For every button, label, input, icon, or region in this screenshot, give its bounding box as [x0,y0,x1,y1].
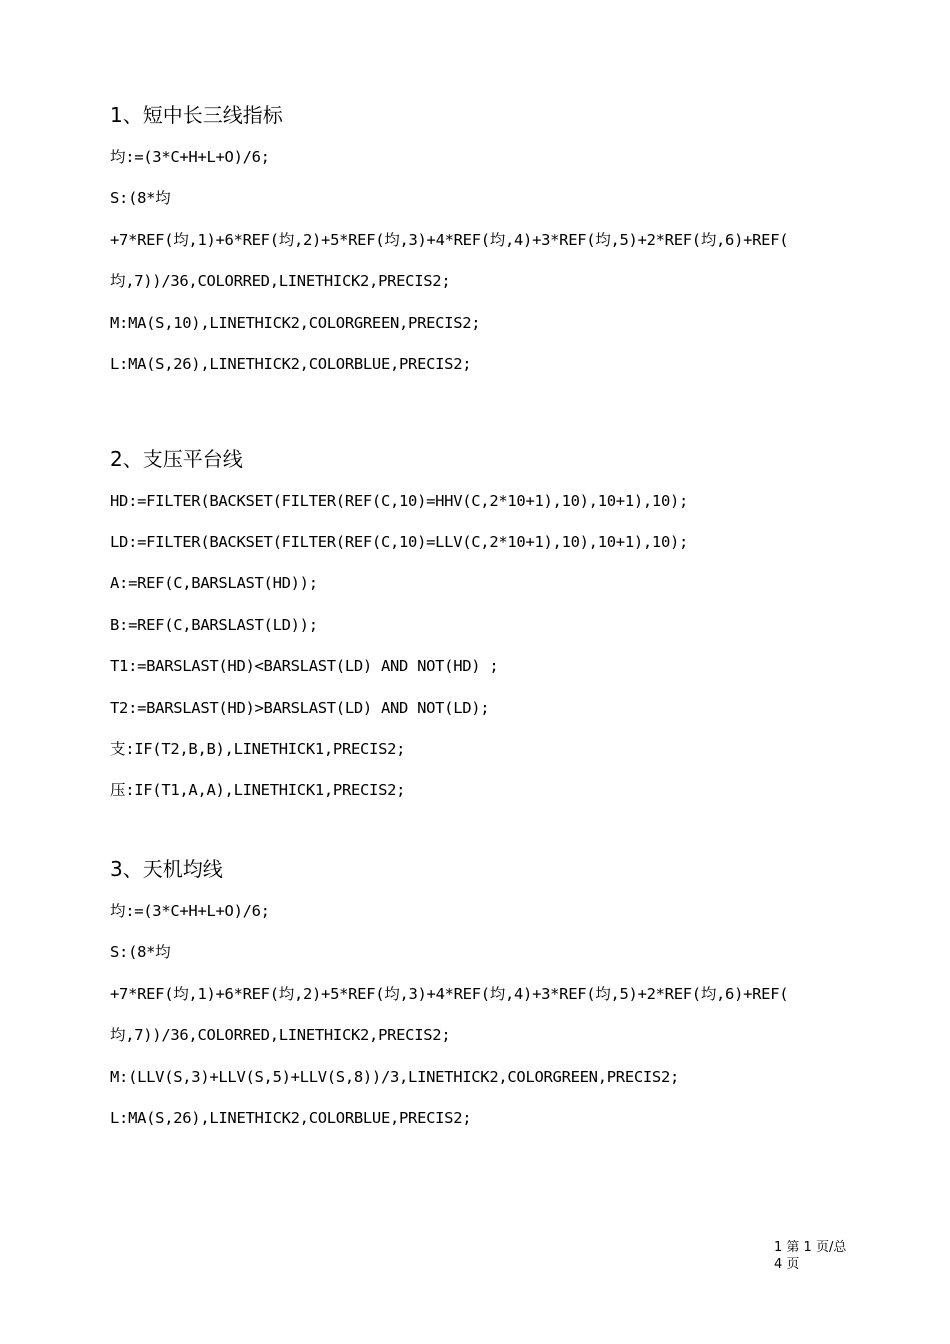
section-2-line-7: 支:IF(T2,B,B),LINETHICK1,PRECIS2; [110,740,406,758]
section-3-line-2: S:(8*均 [110,943,171,961]
section-3-title: 3、天机均线 [110,857,223,881]
section-1-title: 1、短中长三线指标 [110,103,283,127]
section-3-line-3: +7*REF(均,1)+6*REF(均,2)+5*REF(均,3)+4*REF(均,4)+3*REF(均,5)+2*REF(均,6)+REF( [110,985,789,1003]
section-3-line-5: M:(LLV(S,3)+LLV(S,5)+LLV(S,8))/3,LINETHICK2,COLORGREEN,PRECIS2; [110,1068,680,1086]
section-2-line-4: B:=REF(C,BARSLAST(LD)); [110,616,318,634]
section-1-line-6: L:MA(S,26),LINETHICK2,COLORBLUE,PRECIS2; [110,355,472,373]
section-1-line-2: S:(8*均 [110,189,171,207]
section-2-line-8: 压:IF(T1,A,A),LINETHICK1,PRECIS2; [110,781,406,799]
section-3-line-1: 均:=(3*C+H+L+O)/6; [110,902,270,920]
section-2-line-2: LD:=FILTER(BACKSET(FILTER(REF(C,10)=LLV(C,2*10+1),10),10+1),10); [110,533,689,551]
section-2-line-1: HD:=FILTER(BACKSET(FILTER(REF(C,10)=HHV(C,2*10+1),10),10+1),10); [110,492,689,510]
page-number-line-1: 1 第 1 页/总 [774,1240,847,1255]
section-3-line-4: 均,7))/36,COLORRED,LINETHICK2,PRECIS2; [110,1026,451,1044]
section-1-line-4: 均,7))/36,COLORRED,LINETHICK2,PRECIS2; [110,272,451,290]
section-3-line-6: L:MA(S,26),LINETHICK2,COLORBLUE,PRECIS2; [110,1109,472,1127]
section-2-title: 2、支压平台线 [110,447,243,471]
section-1-line-3: +7*REF(均,1)+6*REF(均,2)+5*REF(均,3)+4*REF(均,4)+3*REF(均,5)+2*REF(均,6)+REF( [110,231,789,249]
page-number [774,1239,864,1273]
section-2-line-5: T1:=BARSLAST(HD)<BARSLAST(LD) AND NOT(HD) ; [110,657,499,675]
section-1-line-5: M:MA(S,10),LINETHICK2,COLORGREEN,PRECIS2; [110,314,481,332]
section-1-line-1: 均:=(3*C+H+L+O)/6; [110,148,270,166]
page-number-line-2: 4 页 [774,1257,800,1272]
section-2-line-6: T2:=BARSLAST(HD)>BARSLAST(LD) AND NOT(LD); [110,699,490,717]
section-2-line-3: A:=REF(C,BARSLAST(HD)); [110,574,318,592]
